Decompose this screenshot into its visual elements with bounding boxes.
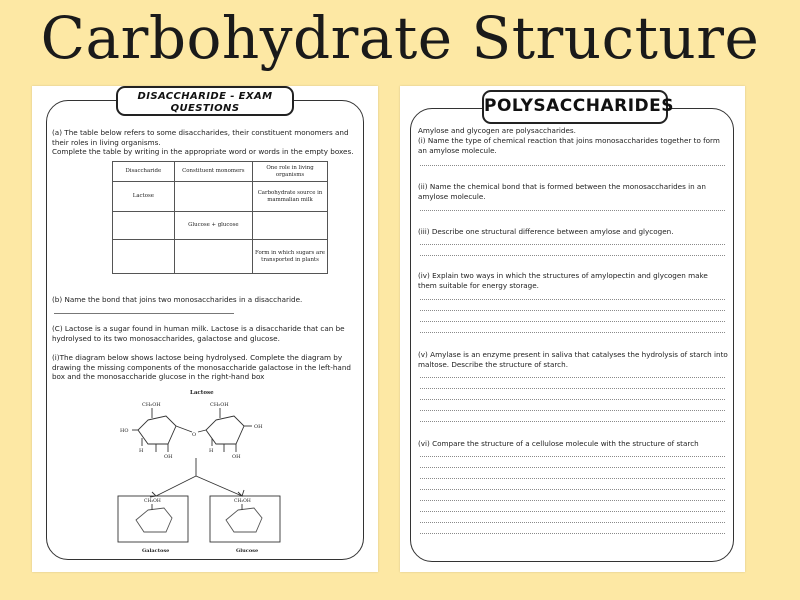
question-a-instruction: Complete the table by writing in the appropriate word or words in the empty boxes.: [52, 147, 354, 156]
ho-label: HO: [120, 428, 129, 434]
answer-line[interactable]: [420, 210, 725, 211]
table-cell-empty[interactable]: [253, 212, 328, 240]
answer-line[interactable]: [420, 310, 725, 311]
disaccharide-table: [112, 161, 328, 274]
question-iv: (iv) Explain two ways in which the structures of amylopectin and glycogen make them suitable for energy storage.: [418, 271, 708, 290]
question-vi: (vi) Compare the structure of a cellulose molecule with the structure of starch: [418, 439, 699, 448]
answer-line[interactable]: [420, 399, 725, 400]
table-header: Constituent monomers: [174, 162, 252, 182]
page-title: Carbohydrate Structure: [40, 4, 760, 72]
question-c: (C) Lactose is a sugar found in human milk. Lactose is a disaccharide that can be hydrolysed to its two monosaccharides, galactose and glucose.: [52, 324, 345, 343]
ch2oh-label: CH₂OH: [210, 402, 229, 408]
table-cell-empty[interactable]: [174, 240, 252, 274]
table-cell: Glucose + glucose: [174, 212, 252, 240]
table-cell: Form in which sugars are transported in plants: [253, 240, 328, 274]
polysaccharide-worksheet: [400, 86, 745, 572]
question-iii: (iii) Describe one structural difference between amylose and glycogen.: [418, 227, 674, 236]
ch2oh-label: CH₂OH: [234, 499, 251, 504]
disaccharide-worksheet: [32, 86, 378, 572]
h-label: H: [209, 448, 214, 454]
answer-line[interactable]: [420, 332, 725, 333]
worksheet-label: DISACCHARIDE - EXAM QUESTIONS: [116, 86, 294, 116]
table-cell: Lactose: [113, 182, 175, 212]
answer-line[interactable]: [420, 410, 725, 411]
question-ii: (ii) Name the chemical bond that is formed between the monosaccharides in an amylose molecule.: [418, 182, 706, 201]
answer-line[interactable]: [420, 299, 725, 300]
answer-line[interactable]: [420, 533, 725, 534]
question-v: (v) Amylase is an enzyme present in saliva that catalyses the hydrolysis of starch into maltose. Describe the structure of starch.: [418, 350, 728, 369]
intro-text: Amylose and glycogen are polysaccharides.: [418, 126, 576, 135]
answer-line[interactable]: [420, 377, 725, 378]
o-label: O: [192, 432, 197, 438]
table-cell-empty[interactable]: [113, 212, 175, 240]
table-cell-empty[interactable]: [113, 240, 175, 274]
glucose-label: Glucose: [236, 548, 259, 554]
answer-line: [54, 313, 234, 314]
answer-line[interactable]: [420, 388, 725, 389]
question-i: (i) Name the type of chemical reaction that joins monosaccharides together to form an amylose molecule.: [418, 136, 720, 155]
ch2oh-label: CH₂OH: [144, 499, 161, 504]
question-a-intro: (a) The table below refers to some disaccharides, their constituent monomers and their roles in living organisms.: [52, 128, 349, 147]
h-label: H: [139, 448, 144, 454]
answer-line[interactable]: [420, 321, 725, 322]
question-b: (b) Name the bond that joins two monosaccharides in a disaccharide.: [52, 295, 303, 304]
diagram-title: Lactose: [190, 390, 214, 396]
answer-line[interactable]: [420, 255, 725, 256]
oh-label: OH: [164, 454, 173, 460]
ch2oh-label: CH₂OH: [142, 402, 161, 408]
answer-line[interactable]: [420, 421, 725, 422]
oh-label: OH: [232, 454, 241, 460]
table-header: Disaccharide: [113, 162, 175, 182]
worksheet-label: POLYSACCHARIDES: [482, 90, 668, 124]
galactose-label: Galactose: [142, 548, 170, 554]
answer-line[interactable]: [420, 478, 725, 479]
oh-label: OH: [254, 424, 263, 430]
answer-line[interactable]: [420, 165, 725, 166]
answer-line[interactable]: [420, 522, 725, 523]
worksheet-frame: [410, 108, 734, 562]
answer-line[interactable]: [420, 456, 725, 457]
table-cell-empty[interactable]: [174, 182, 252, 212]
table-header: One role in living organisms: [253, 162, 328, 182]
answer-line[interactable]: [420, 467, 725, 468]
answer-line[interactable]: [420, 244, 725, 245]
answer-line[interactable]: [420, 511, 725, 512]
galactose-ring: [138, 416, 176, 444]
answer-line[interactable]: [420, 500, 725, 501]
table-cell: Carbohydrate source in mammalian milk: [253, 182, 328, 212]
lactose-diagram: [112, 386, 292, 558]
question-c-i: (i)The diagram below shows lactose being hydrolysed. Complete the diagram by drawing the missing components of the monosaccharide galactose in the left-hand box and the monosaccharide glucose in the right-hand box: [52, 353, 351, 382]
answer-line[interactable]: [420, 489, 725, 490]
